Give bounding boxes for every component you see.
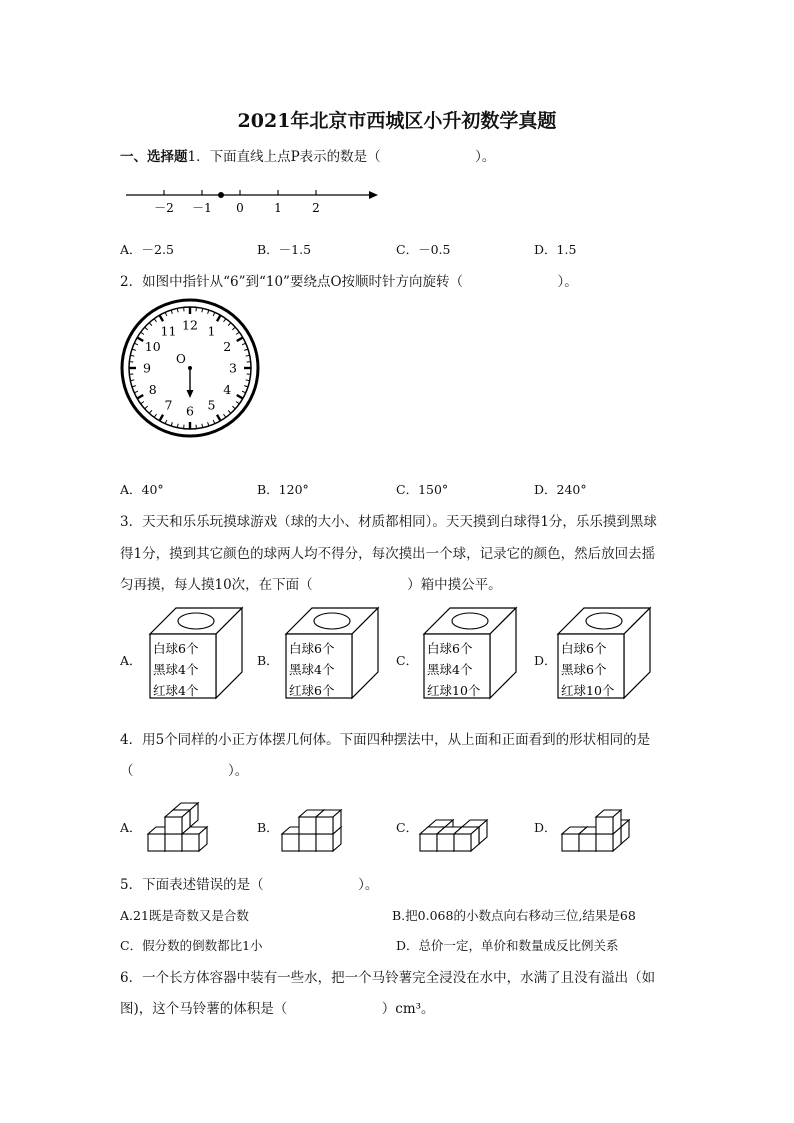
clock-tick bbox=[217, 315, 221, 321]
q6-line-1: 6．一个长方体容器中装有一些水，把一个马铃薯完全浸没在水中，水满了且没有溢出（如 bbox=[120, 970, 656, 986]
clock-tick bbox=[154, 414, 156, 417]
clock-tick bbox=[134, 391, 138, 393]
cube-figure-c bbox=[416, 796, 506, 856]
clock-tick bbox=[137, 338, 143, 342]
q4-option-d[interactable]: D． bbox=[534, 820, 557, 835]
box-d-red: 红球10个 bbox=[561, 683, 615, 698]
box-c-black: 黑球4个 bbox=[427, 662, 473, 677]
number-line-label: 1 bbox=[274, 201, 282, 215]
q3-line-3: 匀再摸，每人摸10次，在下面（ ）箱中摸公平。 bbox=[120, 577, 502, 593]
box-d-black: 黑球6个 bbox=[561, 662, 607, 677]
point-p bbox=[218, 192, 224, 198]
box-d-white: 白球6个 bbox=[561, 641, 607, 656]
clock-tick bbox=[160, 415, 164, 421]
q2-option-d[interactable]: D．240° bbox=[534, 482, 587, 497]
clock-tick bbox=[228, 323, 231, 326]
box-b-black: 黑球4个 bbox=[289, 662, 335, 677]
clock-tick bbox=[224, 414, 226, 417]
q1-option-c[interactable]: C．－0.5 bbox=[396, 242, 451, 257]
ball-box-a bbox=[148, 606, 248, 702]
clock-tick bbox=[132, 349, 136, 350]
clock-tick bbox=[208, 422, 209, 426]
clock-number: 9 bbox=[143, 360, 151, 376]
q3-option-d[interactable]: D． bbox=[534, 653, 557, 668]
clock-tick bbox=[232, 327, 235, 330]
clock-tick bbox=[208, 310, 209, 314]
clock-tick bbox=[237, 338, 243, 342]
clock-center-label: O bbox=[176, 352, 186, 366]
clock-figure bbox=[118, 296, 262, 440]
q1-stem: 1．下面直线上点P表示的数是（ ）。 bbox=[187, 149, 496, 165]
number-line bbox=[120, 180, 390, 220]
q1-option-a[interactable]: A．－2.5 bbox=[120, 242, 174, 257]
clock-tick bbox=[171, 310, 172, 314]
clock-tick bbox=[160, 315, 164, 321]
clock-tick bbox=[165, 420, 167, 424]
clock-tick bbox=[149, 323, 152, 326]
section-heading: 一、选择题 bbox=[120, 149, 188, 165]
q5-stem: 5．下面表述错误的是（ ）。 bbox=[120, 877, 379, 893]
clock-number: 2 bbox=[223, 339, 232, 354]
box-b-white: 白球6个 bbox=[289, 641, 335, 656]
box-b-red: 红球6个 bbox=[289, 683, 335, 698]
clock-tick bbox=[165, 312, 167, 316]
clock-number: 6 bbox=[186, 403, 194, 419]
clock-number: 10 bbox=[144, 339, 161, 354]
clock-number: 3 bbox=[229, 360, 237, 376]
q5-option-c[interactable]: C．假分数的倒数都比1小 bbox=[120, 938, 263, 953]
clock-number: 12 bbox=[182, 317, 198, 333]
box-c-red: 红球10个 bbox=[427, 683, 481, 698]
clock-tick bbox=[213, 312, 215, 316]
q5-option-a[interactable]: A.21既是奇数又是合数 bbox=[120, 908, 249, 923]
number-line-arrow bbox=[369, 191, 378, 199]
number-line-label: 2 bbox=[312, 201, 320, 215]
clock-tick bbox=[244, 386, 248, 387]
clock-tick bbox=[141, 402, 144, 404]
question-1 bbox=[120, 145, 495, 165]
clock-number: 8 bbox=[148, 382, 157, 397]
ball-box-c bbox=[422, 606, 522, 702]
clock-number: 5 bbox=[207, 397, 216, 413]
number-line-label: －2 bbox=[154, 201, 174, 215]
clock-tick bbox=[171, 422, 172, 426]
q4-option-a[interactable]: A． bbox=[120, 820, 142, 835]
q2-option-b[interactable]: B．120° bbox=[257, 482, 309, 497]
ball-box-b bbox=[284, 606, 384, 702]
clock-tick bbox=[242, 343, 246, 345]
clock-tick bbox=[228, 410, 231, 413]
clock-tick bbox=[237, 395, 243, 399]
q3-line-1: 3．天天和乐乐玩摸球游戏（球的大小、材质都相同）。天天摸到白球得1分，乐乐摸到黑球 bbox=[120, 514, 657, 530]
cube-figure-b bbox=[278, 796, 368, 856]
clock-tick bbox=[141, 332, 144, 334]
clock-tick bbox=[224, 319, 226, 322]
q5-option-d[interactable]: D．总价一定，单价和数量成反比例关系 bbox=[396, 938, 619, 953]
q2-option-c[interactable]: C．150° bbox=[396, 482, 449, 497]
clock-tick bbox=[134, 343, 138, 345]
q3-option-b[interactable]: B． bbox=[257, 653, 279, 668]
q1-option-b[interactable]: B．－1.5 bbox=[257, 242, 312, 257]
box-a-black: 黑球4个 bbox=[153, 662, 199, 677]
clock-tick bbox=[217, 415, 221, 421]
clock-hand-arrow bbox=[187, 390, 194, 398]
q1-option-d[interactable]: D．1.5 bbox=[534, 242, 577, 257]
clock-number: 7 bbox=[164, 397, 173, 413]
clock-tick bbox=[132, 386, 136, 387]
q6-line-2: 图)，这个马铃薯的体积是（ ）cm³。 bbox=[120, 1001, 435, 1017]
q4-option-c[interactable]: C． bbox=[396, 820, 419, 835]
box-c-white: 白球6个 bbox=[427, 641, 473, 656]
q4-line-2: （ ）。 bbox=[120, 763, 249, 779]
clock-tick bbox=[213, 420, 215, 424]
ball-box-d bbox=[556, 606, 656, 702]
box-a-red: 红球4个 bbox=[153, 683, 199, 698]
q2-option-a[interactable]: A．40° bbox=[120, 482, 164, 497]
clock-tick bbox=[149, 410, 152, 413]
q3-option-a[interactable]: A． bbox=[120, 653, 142, 668]
number-line-label: 0 bbox=[236, 201, 244, 215]
clock-tick bbox=[154, 319, 156, 322]
clock-tick bbox=[145, 406, 148, 409]
q3-option-c[interactable]: C． bbox=[396, 653, 419, 668]
box-a-white: 白球6个 bbox=[153, 641, 199, 656]
clock-tick bbox=[137, 395, 143, 399]
clock-number: 4 bbox=[223, 382, 232, 397]
page-title: 2021年北京市西城区小升初数学真题 bbox=[237, 110, 557, 132]
number-line-label: －1 bbox=[192, 201, 212, 215]
q4-option-b[interactable]: B． bbox=[257, 820, 279, 835]
clock-tick bbox=[236, 402, 239, 404]
clock-number: 1 bbox=[207, 323, 216, 339]
clock-tick bbox=[236, 332, 239, 334]
q5-option-b[interactable]: B.把0.068的小数点向右移动三位,结果是68 bbox=[392, 908, 636, 923]
clock-tick bbox=[145, 327, 148, 330]
q2-stem: 2．如图中指针从“6”到“10”要绕点O按顺时针方向旋转（ ）。 bbox=[120, 274, 578, 290]
clock-number: 11 bbox=[160, 323, 177, 339]
cube-figure-a bbox=[144, 796, 234, 856]
q4-line-1: 4．用5个同样的小正方体摆几何体。下面四种摆法中，从上面和正面看到的形状相同的是 bbox=[120, 732, 651, 748]
clock-tick bbox=[244, 349, 248, 350]
cube-figure-d bbox=[558, 796, 648, 856]
clock-tick bbox=[242, 391, 246, 393]
clock-tick bbox=[232, 406, 235, 409]
q3-line-2: 得1分，摸到其它颜色的球两人均不得分，每次摸出一个球，记录它的颜色，然后放回去摇 bbox=[120, 546, 656, 562]
